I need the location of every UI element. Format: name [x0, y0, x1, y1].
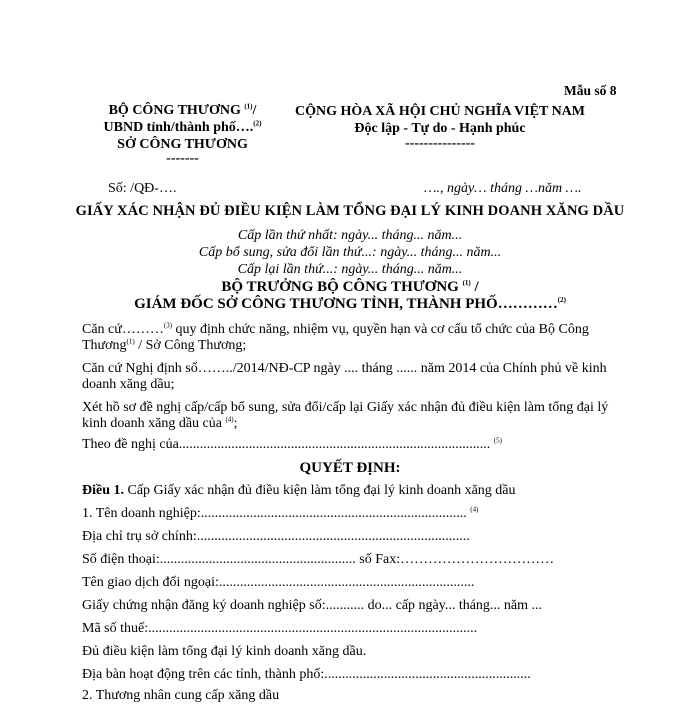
issue-line-first: Cấp lần thứ nhất: ngày... tháng... năm...: [237, 228, 463, 243]
basis-paragraph-3-cont: kinh doanh xăng dầu của $^{(4)}$;: [82, 415, 238, 431]
issuing-department: SỞ CÔNG THƯƠNG: [117, 137, 248, 152]
country-motto: Độc lập - Tự do - Hạnh phúc: [354, 121, 526, 136]
authority-line-2: GIÁM ĐỐC SỞ CÔNG THƯƠNG TỈNH, THÀNH PHỐ…………$^{(2)}$: [134, 296, 566, 312]
right-header-divider: ---------------: [405, 136, 475, 151]
basis-paragraph-1: Căn cứ………$^{(3)}$ quy định chức năng, nhiệm vụ, quyền hạn và cơ cấu tổ chức của Bộ Công: [82, 321, 589, 337]
field-registration: Giấy chứng nhận đăng ký doanh nghiệp số:........... do... cấp ngày... tháng... năm ...: [82, 598, 543, 613]
issue-line-amended: Cấp bổ sung, sửa đổi lần thứ...: ngày... tháng... năm...: [198, 245, 502, 260]
decision-heading: QUYẾT ĐỊNH:: [299, 460, 401, 476]
basis-paragraph-2: Căn cứ Nghị định số……../2014/NĐ-CP ngày .... tháng ...... năm 2014 của Chính phủ về kinh: [82, 361, 607, 376]
field-phone-fax: Số điện thoại:........................................................ số Fax:……………………………: [82, 552, 555, 567]
document-number: Số: /QĐ-….: [108, 181, 177, 196]
field-foreign-name: Tên giao dịch đối ngoại:.........................................................................: [82, 575, 475, 590]
country-name: CỘNG HÒA XÃ HỘI CHỦ NGHĨA VIỆT NAM: [294, 104, 585, 119]
left-header-divider: -------: [166, 151, 199, 166]
issuing-province: UBND tỉnh/thành phố….$^{(2)}$: [103, 119, 262, 135]
article-1: Điều 1. Cấp Giấy xác nhận đủ điều kiện làm tổng đại lý kinh doanh xăng dầu: [82, 483, 516, 498]
issue-line-reissued: Cấp lại lần thứ...: ngày... tháng... năm...: [237, 262, 463, 277]
field-supplier: 2. Thương nhân cung cấp xăng dầu: [82, 688, 280, 703]
field-head-office: Địa chỉ trụ sở chính:..............................................................................: [82, 529, 470, 544]
field-operating-area: Địa bàn hoạt động trên các tỉnh, thành phố:...........................................................: [82, 667, 531, 682]
issue-date: …., ngày… tháng …năm ….: [424, 181, 582, 196]
basis-paragraph-3: Xét hồ sơ đề nghị cấp/cấp bổ sung, sửa đổi/cấp lại Giấy xác nhận đủ điều kiện làm tổng đại lý: [82, 400, 609, 415]
basis-paragraph-4: Theo đề nghị của......................................................................................... $^{(5)}$: [82, 436, 502, 452]
field-tax-code: Mã số thuế:..............................................................................................: [82, 621, 478, 636]
basis-paragraph-2-cont: doanh xăng dầu;: [82, 377, 175, 392]
authority-line-1: BỘ TRƯỞNG BỘ CÔNG THƯƠNG $^{(1)}$ /: [221, 279, 479, 295]
document-title: GIẤY XÁC NHẬN ĐỦ ĐIỀU KIỆN LÀM TỔNG ĐẠI LÝ KINH DOANH XĂNG DẦU: [75, 203, 625, 219]
field-eligibility: Đủ điều kiện làm tổng đại lý kinh doanh xăng dầu.: [82, 644, 367, 659]
basis-paragraph-1-cont: Thương$^{(1)}$ / Sở Công Thương;: [82, 337, 247, 353]
form-number: Mẫu số 8: [564, 83, 617, 98]
field-company-name: 1. Tên doanh nghiệp:............................................................................ $^{(4)}$: [82, 505, 479, 521]
issuing-ministry: BỘ CÔNG THƯƠNG $^{(1)}$/: [108, 102, 257, 118]
